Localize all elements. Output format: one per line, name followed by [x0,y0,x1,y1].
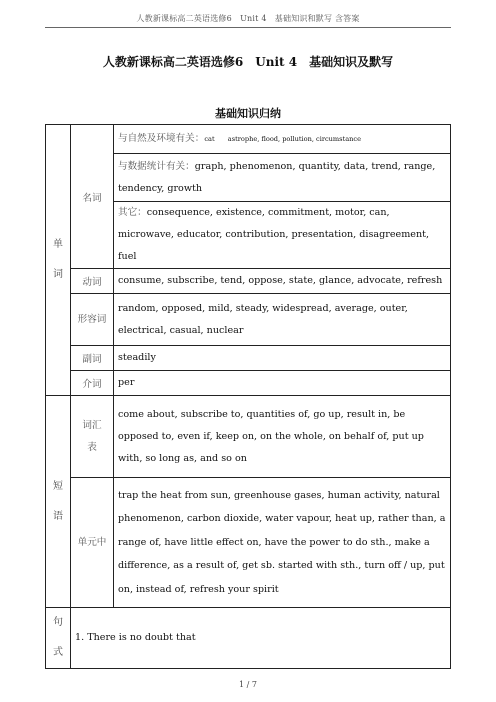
prepositions-row [46,371,451,396]
prepositions-label-cell [71,371,114,396]
nouns-other-label: 其它： [118,207,147,218]
nouns-nature-text: cat astrophe, flood, pollution, circumstance [204,135,361,143]
sentences-row [46,608,451,669]
nouns-nature-label: 与自然及环境有关： [118,133,205,144]
adjectives-label-cell [71,294,114,346]
phrases-vocab-row [46,396,451,478]
sentence-item-1: 1. There is no doubt that [75,632,196,643]
page-number: 1 / 7 [239,680,257,689]
vocab-list-text: come about, subscribe to, quantities of, go up, result in, be opposed to, even if, keep on, on the whole, on behalf of, put up with, so long as, and so on [118,408,424,464]
adjectives-text-cell [114,294,451,346]
nouns-stats-text: graph, phenomenon, quantity, data, trend, range, tendency, growth [118,160,436,194]
sentences-label: 句式 [53,617,63,658]
adverbs-label-cell [71,346,114,371]
verbs-text-cell [114,269,451,294]
adverbs-text-cell [114,346,451,371]
adverbs-row [46,346,451,371]
nouns-other-text: consequence, existence, commitment, motor, can, microwave, educator, contribution, presentation, disagreement, fuel [118,207,430,262]
in-unit-label-cell [71,478,114,608]
running-header: 人教新课标高二英语选修6 Unit 4 基础知识和默写 含答案 [136,14,360,23]
adverbs-text: steadily [118,352,156,363]
nouns-stats-cell [114,154,451,202]
header-rule [45,27,451,28]
in-unit-label: 单元中 [77,536,107,548]
sentences-category-cell [46,608,71,669]
adverbs-label: 副词 [82,354,102,365]
sentences-text-cell [71,608,451,669]
vocab-list-label-cell [71,396,114,478]
verbs-label-cell [71,269,114,294]
adjectives-row [46,294,451,346]
vocab-list-label: 词汇表 [82,419,102,453]
document-title: 人教新课标高二英语选修6 Unit 4 基础知识及默写 [102,55,394,69]
nouns-stats-label: 与数据统计有关： [118,160,195,172]
nouns-label: 名词 [82,192,102,204]
adjectives-label: 形容词 [77,313,107,325]
verbs-row [46,269,451,294]
nouns-other-cell [114,202,451,269]
prepositions-text: per [118,377,135,388]
words-category-cell [46,125,71,396]
in-unit-text: trap the heat from sun, greenhouse gases, human activity, natural phenomenon, carbon dioxide, water vapour, heat up, rather than, a range of, have little effect on, have the power to do sth., make a difference, as a result of, get sb. started with sth., turn off / up, put on, instead of, refresh your spirit [118,489,446,595]
adjectives-text: random, opposed, mild, steady, widespread, average, outer, electrical, casual, nuclear [118,302,408,336]
words-label: 单词 [53,239,63,280]
nouns-label-cell [71,125,114,269]
nouns-nature-cell [114,125,451,154]
in-unit-text-cell [114,478,451,608]
vocab-list-text-cell [114,396,451,478]
section-title: 基础知识归纳 [215,107,281,120]
prepositions-label: 介词 [82,379,102,390]
verbs-text: consume, subscribe, tend, oppose, state, glance, advocate, refresh [118,275,443,286]
phrases-unit-row [46,478,451,608]
phrases-label: 短语 [53,480,63,522]
nouns-nature-row [46,125,451,154]
verbs-label: 动词 [82,277,102,288]
knowledge-table [45,124,451,669]
prepositions-text-cell [114,371,451,396]
phrases-category-cell [46,396,71,608]
